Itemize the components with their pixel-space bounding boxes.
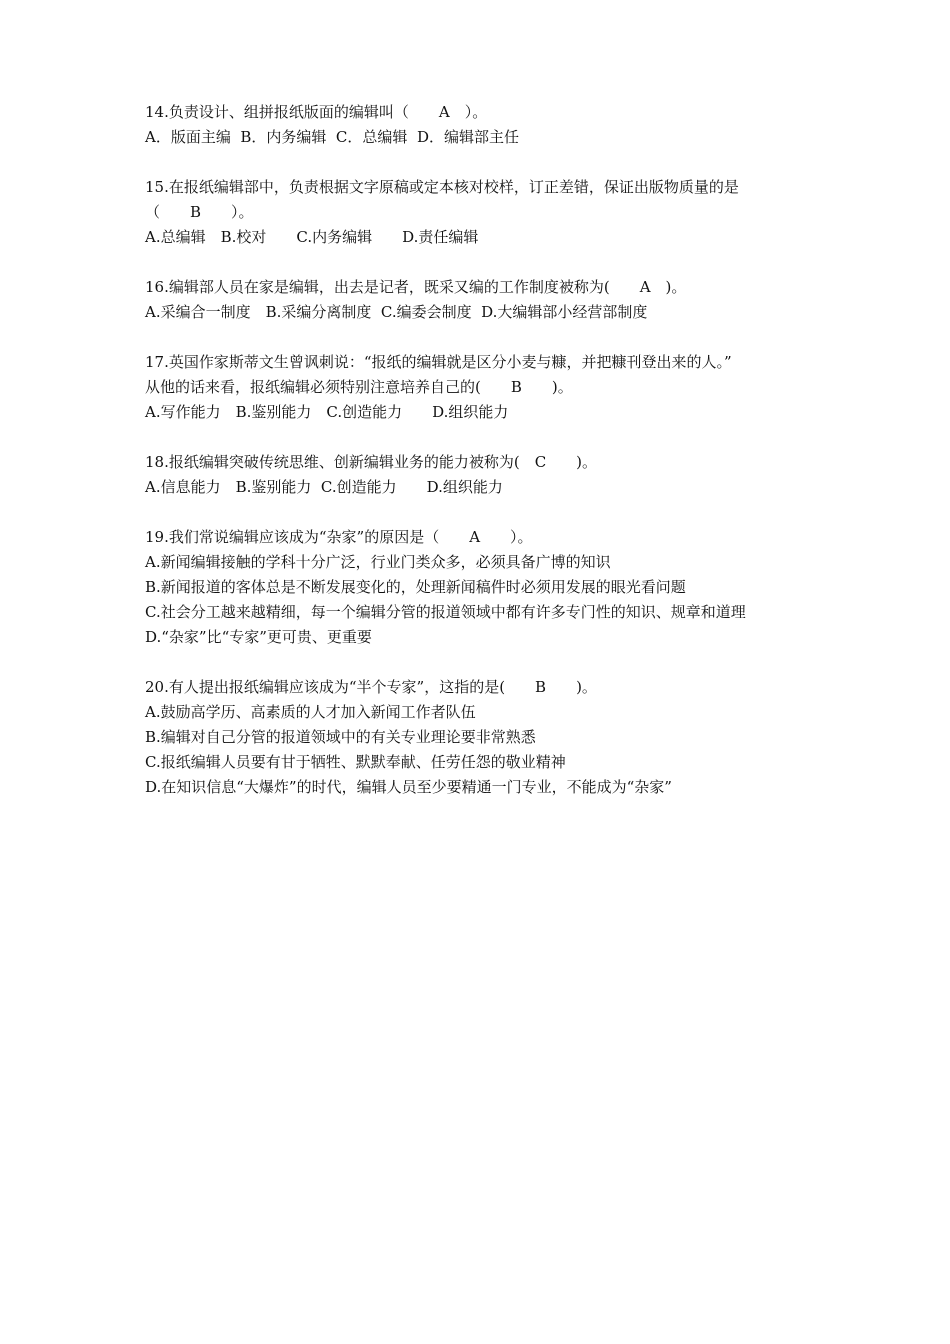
question-stem: 15.在报纸编辑部中，负责根据文字原稿或定本核对校样，订正差错，保证出版物质量的是 [145,178,739,196]
document-page [145,100,825,825]
answer-option-c: C.社会分工越来越精细，每一个编辑分管的报道领域中都有许多专门性的知识、规章和道理 [145,603,746,621]
answer-options: A.信息能力 B.鉴别能力 C.创造能力 D.组织能力 [145,478,503,496]
answer-options: A.写作能力 B.鉴别能力 C.创造能力 D.组织能力 [145,403,509,421]
question-stem-continued: 从他的话来看，报纸编辑必须特别注意培养自己的( B )。 [145,378,573,396]
answer-options: A．版面主编 B．内务编辑 C．总编辑 D．编辑部主任 [145,128,519,146]
answer-option-d: D.“杂家”比“专家”更可贵、更重要 [145,628,372,646]
question-stem: 16.编辑部人员在家是编辑，出去是记者，既采又编的工作制度被称为( A )。 [145,278,687,296]
question-stem: 14.负责设计、组拼报纸版面的编辑叫（ A ）。 [145,103,488,121]
question-stem: 19.我们常说编辑应该成为“杂家”的原因是（ A ）。 [145,528,533,546]
answer-option-b: B.编辑对自己分管的报道领域中的有关专业理论要非常熟悉 [145,728,536,746]
question-14 [145,100,825,150]
question-17 [145,350,825,425]
answer-option-b: B.新闻报道的客体总是不断发展变化的，处理新闻稿件时必须用发展的眼光看问题 [145,578,686,596]
answer-option-a: A.新闻编辑接触的学科十分广泛，行业门类众多，必须具备广博的知识 [145,553,611,571]
answer-option-c: C.报纸编辑人员要有甘于牺牲、默默奉献、任劳任怨的敬业精神 [145,753,566,771]
question-16 [145,275,825,325]
answer-option-d: D.在知识信息“大爆炸”的时代，编辑人员至少要精通一门专业，不能成为“杂家” [145,778,672,796]
answer-option-a: A.鼓励高学历、高素质的人才加入新闻工作者队伍 [145,703,476,721]
answer-options: A.总编辑 B.校对 C.内务编辑 D.责任编辑 [145,228,479,246]
question-stem: 17.英国作家斯蒂文生曾讽刺说：“报纸的编辑就是区分小麦与糠，并把糠刊登出来的人。” [145,353,732,371]
question-stem: 20.有人提出报纸编辑应该成为“半个专家”，这指的是( B )。 [145,678,597,696]
question-stem: 18.报纸编辑突破传统思维、创新编辑业务的能力被称为( C )。 [145,453,598,471]
question-stem-continued: （ B ）。 [145,203,254,221]
question-18 [145,450,825,500]
question-15 [145,175,825,250]
question-19 [145,525,825,650]
answer-options: A.采编合一制度 B.采编分离制度 C.编委会制度 D.大编辑部小经营部制度 [145,303,648,321]
question-20 [145,675,825,800]
